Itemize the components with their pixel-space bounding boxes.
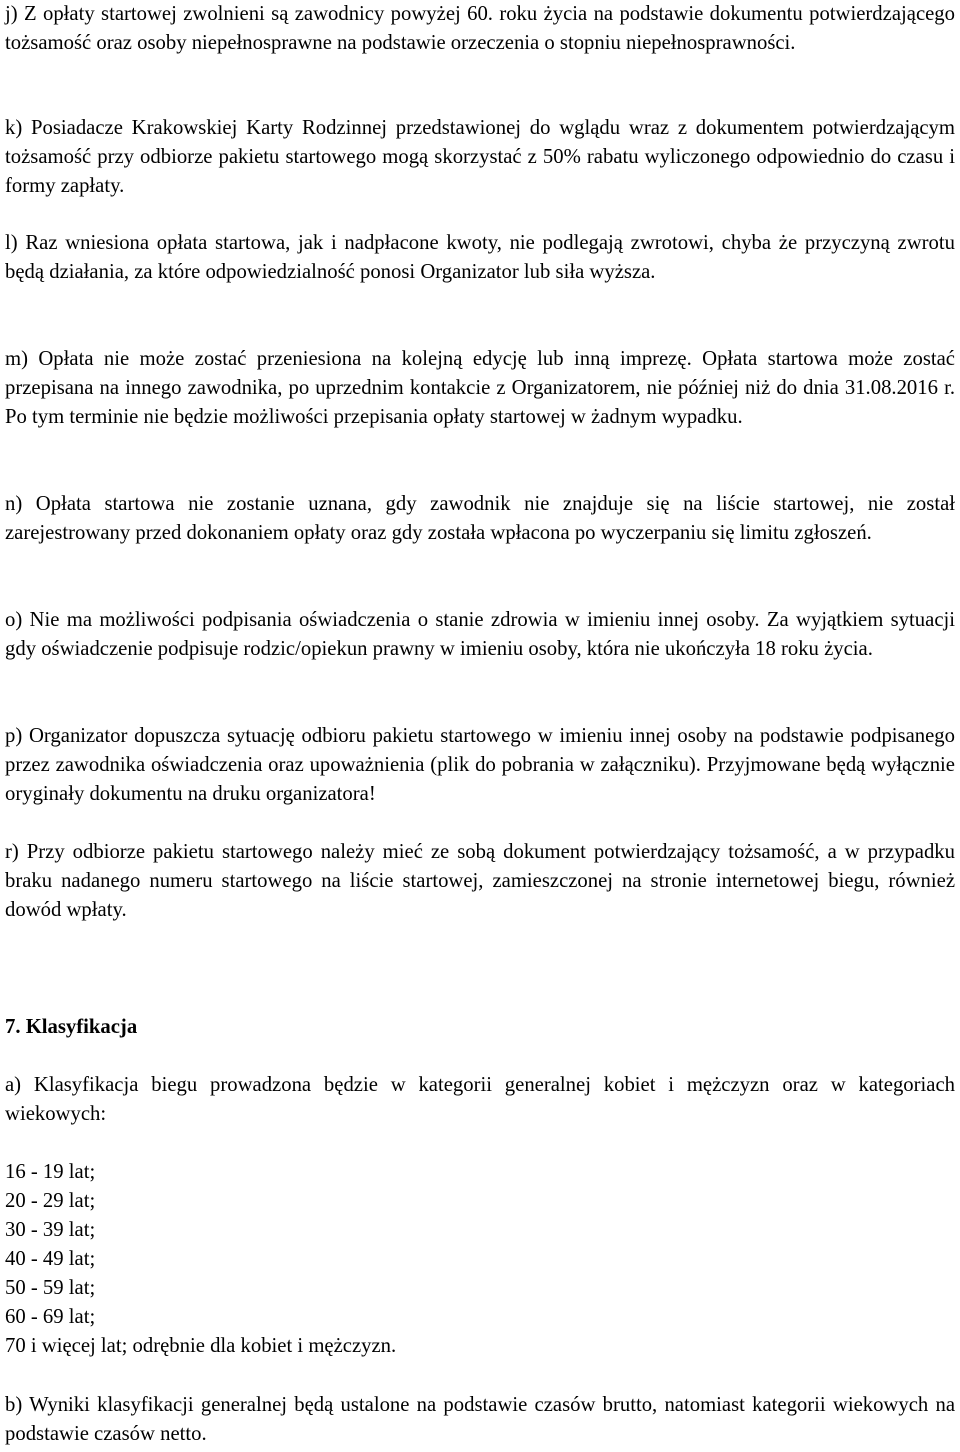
paragraph-k: k) Posiadacze Krakowskiej Karty Rodzinnej przedstawionej do wglądu wraz z dokumentem potwierdzającym tożsamość przy odbiorze pakietu startowego mogą skorzystać z 50% rabatu wyliczonego odpowiednio do czasu i formy zapłaty. xyxy=(5,117,955,197)
paragraph-p: p) Organizator dopuszcza sytuację odbioru pakietu startowego w imieniu innej osoby na podstawie podpisanego przez zawodnika oświadczenia oraz upoważnienia (plik do pobrania w załączniku). Przyjmowane będą wyłącznie oryginały dokumentu na druku organizatora! xyxy=(5,725,955,805)
paragraph-j: j) Z opłaty startowej zwolnieni są zawodnicy powyżej 60. roku życia na podstawie dokumentu potwierdzającego tożsamość oraz osoby niepełnosprawne na podstawie orzeczenia o stopniu niepełnosprawności. xyxy=(5,3,955,54)
paragraph-a: a) Klasyfikacja biegu prowadzona będzie w kategorii generalnej kobiet i mężczyzn oraz w kategoriach wiekowych: xyxy=(5,1074,955,1125)
paragraph-m: m) Opłata nie może zostać przeniesiona na kolejną edycję lub inną imprezę. Opłata startowa może zostać przepisana na innego zawodnika, po uprzednim kontakcie z Organizatorem, nie później niż do dnia 31.08.2016 r. Po tym terminie nie będzie możliwości przepisania opłaty startowej w żadnym wypadku. xyxy=(5,348,955,428)
age-group-list xyxy=(5,1158,955,1361)
list-item: 40 - 49 lat; xyxy=(5,1248,96,1270)
list-item: 30 - 39 lat; xyxy=(5,1219,96,1241)
list-item: 70 i więcej lat; odrębnie dla kobiet i mężczyzn. xyxy=(5,1335,397,1357)
paragraph-l: l) Raz wniesiona opłata startowa, jak i nadpłacone kwoty, nie podlegają zwrotowi, chyba że przyczyną zwrotu będą działania, za które odpowiedzialność ponosi Organizator lub siła wyższa. xyxy=(5,232,955,283)
paragraph-r: r) Przy odbiorze pakietu startowego należy mieć ze sobą dokument potwierdzający tożsamość, a w przypadku braku nadanego numeru startowego na liście startowej, zamieszczonej na stronie internetowej biegu, również dowód wpłaty. xyxy=(5,841,955,921)
list-item: 20 - 29 lat; xyxy=(5,1190,96,1212)
paragraph-o: o) Nie ma możliwości podpisania oświadczenia o stanie zdrowia w imieniu innej osoby. Za wyjątkiem sytuacji gdy oświadczenie podpisuje rodzic/opiekun prawny w imieniu osoby, która nie ukończyła 18 roku życia. xyxy=(5,609,955,660)
paragraph-b: b) Wyniki klasyfikacji generalnej będą ustalone na podstawie czasów brutto, natomiast kategorii wiekowych na podstawie czasów netto. xyxy=(5,1394,955,1445)
paragraph-n: n) Opłata startowa nie zostanie uznana, gdy zawodnik nie znajduje się na liście startowej, nie został zarejestrowany przed dokonaniem opłaty oraz gdy została wpłacona po wyczerpaniu się limitu zgłoszeń. xyxy=(5,493,955,544)
list-item: 16 - 19 lat; xyxy=(5,1161,96,1183)
list-item: 50 - 59 lat; xyxy=(5,1277,96,1299)
section-heading: 7. Klasyfikacja xyxy=(5,1016,138,1038)
list-item: 60 - 69 lat; xyxy=(5,1306,96,1328)
